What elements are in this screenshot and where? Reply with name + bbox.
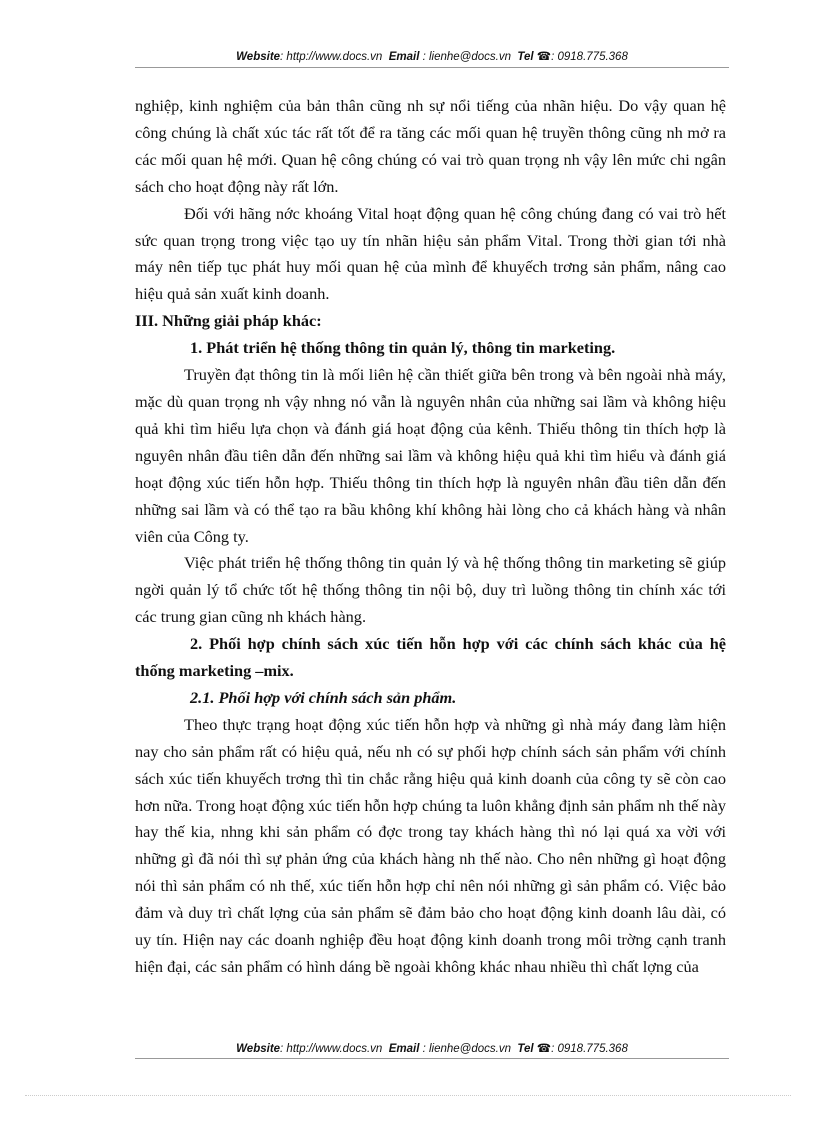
tel-value: ☎: 0918.775.368 — [536, 51, 628, 63]
website-value: : http://www.docs.vn — [280, 1043, 383, 1055]
paragraph: Truyền đạt thông tin là mối liên hệ cần thiết giữa bên trong và bên ngoài nhà máy, mặc dù quan trọng nh vậy nhng nó vẫn là nguyên nhân của những sai lầm và không hiệu quả khi tìm hiểu lựa chọn và đánh giá hoạt động của kênh. Thiếu thông tin thích hợp là nguyên nhân đầu tiên dẫn đến những sai lầm và không hiệu quả khi tìm hiểu và đánh giá hoạt động xúc tiến hỗn hợp. Thiếu thông tin thích hợp là nguyên nhân đầu tiên dẫn đến những sai lầm và có thể tạo ra bầu không khí không hài lòng cho cả khách hàng và nhân viên của Công ty. — [135, 365, 726, 546]
header-divider — [135, 67, 729, 68]
paragraph: Theo thực trạng hoạt động xúc tiến hỗn hợp và những gì nhà máy đang làm hiện nay cho sản phẩm rất có hiệu quả, nếu nh có sự phối hợp chính sách sản phẩm với chính sách xúc tiến khuyếch trơng thì tin chắc rằng hiệu quả kinh doanh của công ty sẽ còn cao hơn nữa. Trong hoạt động xúc tiến hỗn hợp chúng ta luôn khẳng định sản phẩm nh thế này hay thế kia, nhng khi sản phẩm có đợc trong tay khách hàng thì nó lại quá xa vời với những gì đã nói thì sự phản ứng của khách hàng nh thế nào. Cho nên những gì hoạt động nói thì sản phẩm có nh thế, xúc tiến hỗn hợp chỉ nên nói những gì sản phẩm có. Việc bảo đảm và duy trì chất lợng của sản phẩm sẽ đảm bảo cho hoạt động kinh doanh lâu dài, có uy tín. Hiện nay các doanh nghiệp đều hoạt động kinh doanh trong môi trờng cạnh tranh hiện đại, các sản phẩm có hình dáng bề ngoài không khác nhau nhiều thì chất lợng của — [135, 714, 726, 976]
email-value: : lienhe@docs.vn — [422, 1043, 511, 1055]
website-value: : http://www.docs.vn — [280, 51, 383, 63]
document-body — [135, 93, 726, 981]
page-footer — [135, 1041, 729, 1055]
email-value: : lienhe@docs.vn — [422, 51, 511, 63]
website-label: Website — [236, 51, 281, 63]
subsection-heading: 2. Phối hợp chính sách xúc tiến hỗn hợp với các chính sách khác của hệ thống marketing –mix. — [135, 634, 726, 681]
website-label: Website — [236, 1043, 281, 1055]
email-label: Email — [388, 1043, 420, 1055]
page-edge — [25, 1095, 791, 1096]
paragraph: Việc phát triển hệ thống thông tin quản lý và hệ thống thông tin marketing sẽ giúp ngời quản lý tổ chức tốt hệ thống thông tin nội bộ, duy trì luồng thông tin chính xác tới các trung gian cũng nh khách hàng. — [135, 553, 726, 627]
tel-label: Tel — [517, 1043, 534, 1055]
tel-value: ☎: 0918.775.368 — [536, 1043, 628, 1055]
subsubsection-heading: 2.1. Phối hợp với chính sách sản phẩm. — [190, 687, 457, 707]
tel-label: Tel — [517, 51, 534, 63]
page-header — [135, 49, 729, 63]
paragraph: nghiệp, kinh nghiệm của bản thân cũng nh sự nổi tiếng của nhãn hiệu. Do vậy quan hệ công chúng là chất xúc tác rất tốt để ra tăng các mối quan hệ truyền thông cũng nh mở ra các mối quan hệ mới. Quan hệ công chúng có vai trò quan trọng nh vậy lên mức chi ngân sách cho hoạt động này rất lớn. — [135, 96, 726, 196]
footer-divider — [135, 1058, 729, 1059]
email-label: Email — [388, 51, 420, 63]
section-heading: III. Những giải pháp khác: — [135, 311, 322, 331]
subsection-heading: 1. Phát triển hệ thống thông tin quản lý, thông tin marketing. — [190, 338, 616, 358]
paragraph: Đối với hãng nớc khoáng Vital hoạt động quan hệ công chúng đang có vai trò hết sức quan trọng trong việc tạo uy tín nhãn hiệu sản phẩm Vital. Trong thời gian tới nhà máy nên tiếp tục phát huy mối quan hệ của mình để khuyếch trơng sản phẩm, nâng cao hiệu quả sản xuất kinh doanh. — [135, 203, 726, 304]
